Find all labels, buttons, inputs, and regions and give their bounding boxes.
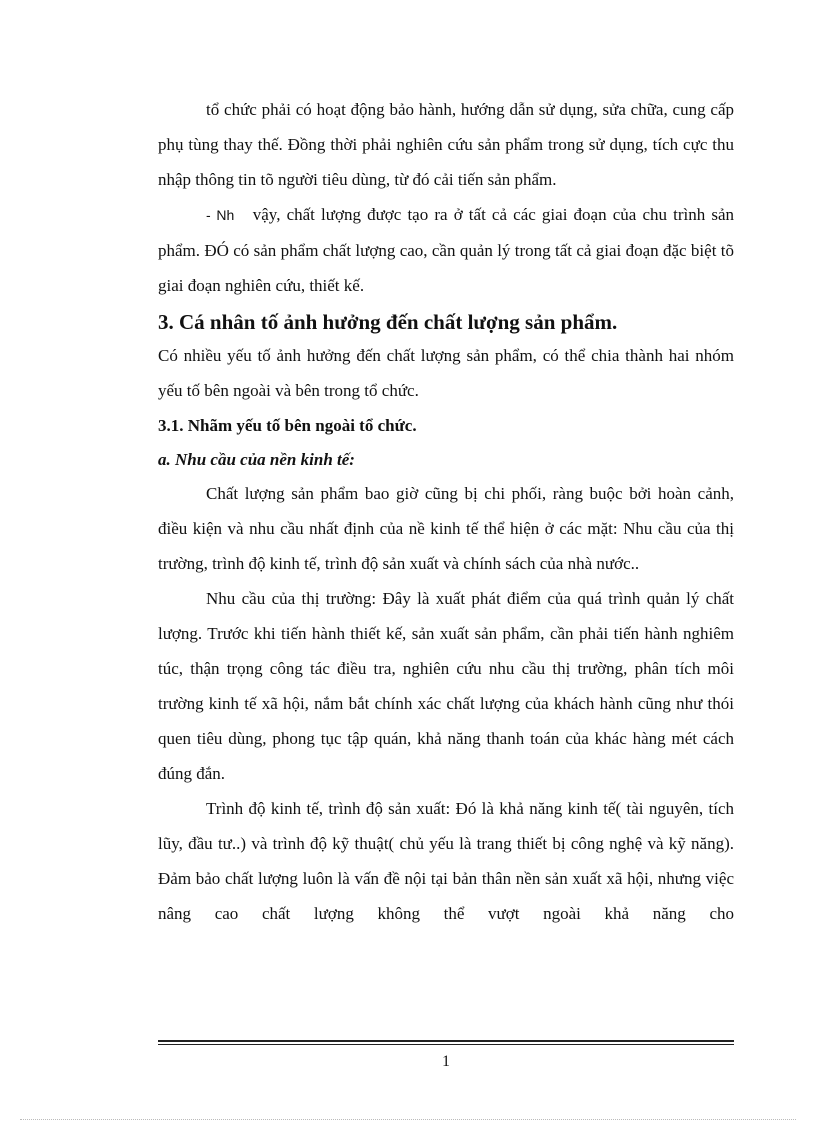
paragraph-quality-stages	[158, 197, 734, 303]
paragraph-factors-intro: Có nhiều yếu tố ảnh hưởng đến chất lượng sản phẩm, có thể chia thành hai nhóm yếu tố bên ngoài và bên trong tổ chức.	[158, 346, 734, 400]
footer-double-rule	[158, 1040, 734, 1045]
footer-rule-thin	[158, 1044, 734, 1045]
heading-section-3: 3. Cá nhân tố ảnh hưởng đến chất lượng sản phẩm.	[158, 310, 618, 334]
paragraph-market-needs: Nhu cầu của thị trường: Đây là xuất phát điểm của quá trình quản lý chất lượng. Trước khi tiến hành thiết kế, sản xuất sản phẩm, cần phải tiến hành nghiêm túc, thận trọng công tác điều tra, nghiên cứu nhu cầu thị trường, phân tích môi trường kinh tế xã hội, nắm bắt chính xác chất lượng của khách hành cũng như thói quen tiêu dùng, phong tục tập quán, khả năng thanh toán của khác hàng mét cách đúng đắn.	[158, 589, 734, 783]
paragraph-after-sales: tổ chức phải có hoạt động bảo hành, hướng dẫn sử dụng, sửa chữa, cung cấp phụ tùng thay thế. Đồng thời phải nghiên cứu sản phẩm trong sử dụng, tích cực thu nhập thông tin tõ người tiêu dùng, từ đó cải tiến sản phẩm.	[158, 100, 734, 189]
heading-subsection-a: a. Nhu cầu của nền kinh tế:	[158, 450, 355, 469]
dash-paragraph-text: vậy, chất lượng được tạo ra ở tất cả các giai đoạn của chu trình sản phẩm. ĐÓ có sản phẩm chất lượng cao, cần quản lý trong tất cả giai đoạn đặc biệt tõ giai đoạn nghiên cứu, thiết kế.	[158, 205, 735, 295]
page-body	[158, 92, 734, 931]
dash-prefix: - Nh	[206, 207, 235, 223]
heading-section-3-1: 3.1. Nhãm yếu tố bên ngoài tổ chức.	[158, 416, 417, 435]
page-number: 1	[442, 1053, 450, 1070]
paragraph-economic-level: Trình độ kinh tế, trình độ sản xuất: Đó là khả năng kinh tế( tài nguyên, tích lũy, đầu tư..) và trình độ kỹ thuật( chủ yếu là trang thiết bị công nghệ và kỹ năng). Đảm bảo chất lượng luôn là vấn đề nội tại bản thân nền sản xuất xã hội, nhưng việc nâng cao chất lượng không thể vượt ngoài khả năng cho	[158, 799, 734, 923]
paragraph-economy-needs: Chất lượng sản phẩm bao giờ cũng bị chi phối, ràng buộc bởi hoàn cảnh, điều kiện và nhu cầu nhất định của nề kinh tế thể hiện ở các mặt: Nhu cầu của thị trường, trình độ kinh tế, trình độ sản xuất và chính sách của nhà nước..	[158, 484, 734, 573]
page-bottom-dotted-border	[20, 1119, 796, 1120]
footer-rule-thick	[158, 1040, 734, 1042]
